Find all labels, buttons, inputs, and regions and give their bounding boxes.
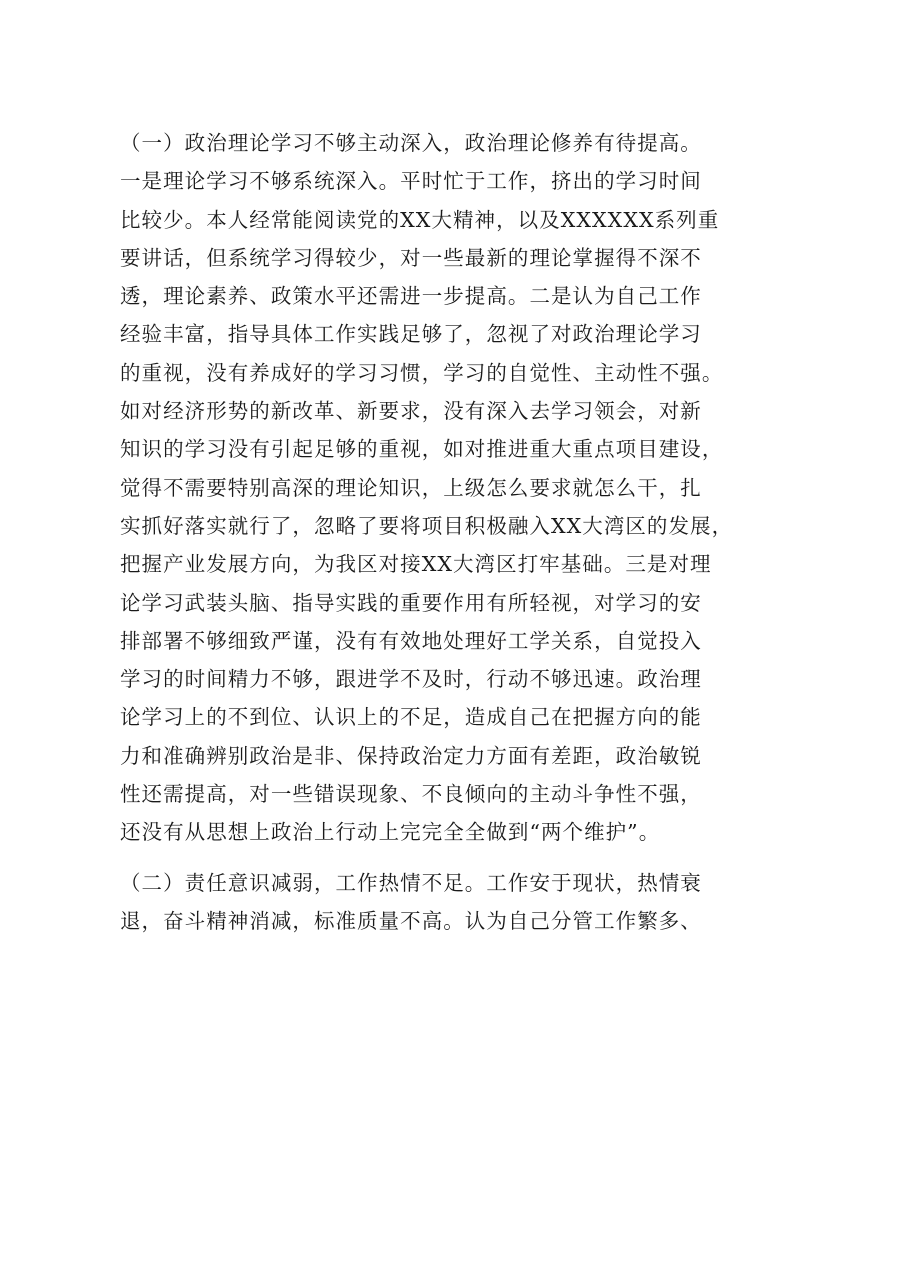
text-line: （一）政治理论学习不够主动深入，政治理论修养有待提高。 [120,131,702,155]
text-line: （二）责任意识减弱，工作热情不足。工作安于现状，热情衰 [120,870,702,895]
text-line: 把握产业发展方向，为我区对接XX大湾区打牢基础。三是对理 [120,552,712,577]
text-line: 论学习武装头脑、指导实践的重要作用有所轻视，对学习的安 [120,590,702,615]
text-line: 论学习上的不到位、认识上的不足，造成自己在把握方向的能 [120,705,702,730]
text-line: 实抓好落实就行了，忽略了要将项目积极融入XX大湾区的发展， [120,513,734,538]
document-body [120,124,800,940]
text-line: 的重视，没有养成好的学习习惯，学习的自觉性、主动性不强。 [120,360,724,385]
text-line: 还没有从思想上政治上行动上完完全全做到“两个维护”。 [120,820,661,845]
text-line: 性还需提高，对一些错误现象、不良倾向的主动斗争性不强， [120,782,702,807]
text-line: 知识的学习没有引起足够的重视，如对推进重大重点项目建设， [120,437,724,462]
text-line: 力和准确辨别政治是非、保持政治定力方面有差距，政治敏锐 [120,743,702,768]
paragraph-responsibility [120,864,800,941]
text-line: 透，理论素养、政策水平还需进一步提高。二是认为自己工作 [120,284,702,309]
text-line: 退，奋斗精神消减，标准质量不高。认为自己分管工作繁多、 [120,908,702,933]
text-line: 觉得不需要特别高深的理论知识，上级怎么要求就怎么干，扎 [120,475,702,500]
text-line: 经验丰富，指导具体工作实践足够了，忽视了对政治理论学习 [120,322,702,347]
paragraph-gap [120,852,800,864]
text-line: 比较少。本人经常能阅读党的XX大精神，以及XXXXXX系列重 [120,207,720,232]
text-line: 排部署不够细致严谨，没有有效地处理好工学关系，自觉投入 [120,628,702,653]
text-line: 学习的时间精力不够，跟进学不及时，行动不够迅速。政治理 [120,667,702,692]
paragraph-political-theory [120,124,800,852]
text-line: 要讲话，但系统学习得较少，对一些最新的理论掌握得不深不 [120,245,702,270]
text-line: 一是理论学习不够系统深入。平时忙于工作，挤出的学习时间 [120,169,702,194]
text-line: 如对经济形势的新改革、新要求，没有深入去学习领会，对新 [120,399,702,424]
